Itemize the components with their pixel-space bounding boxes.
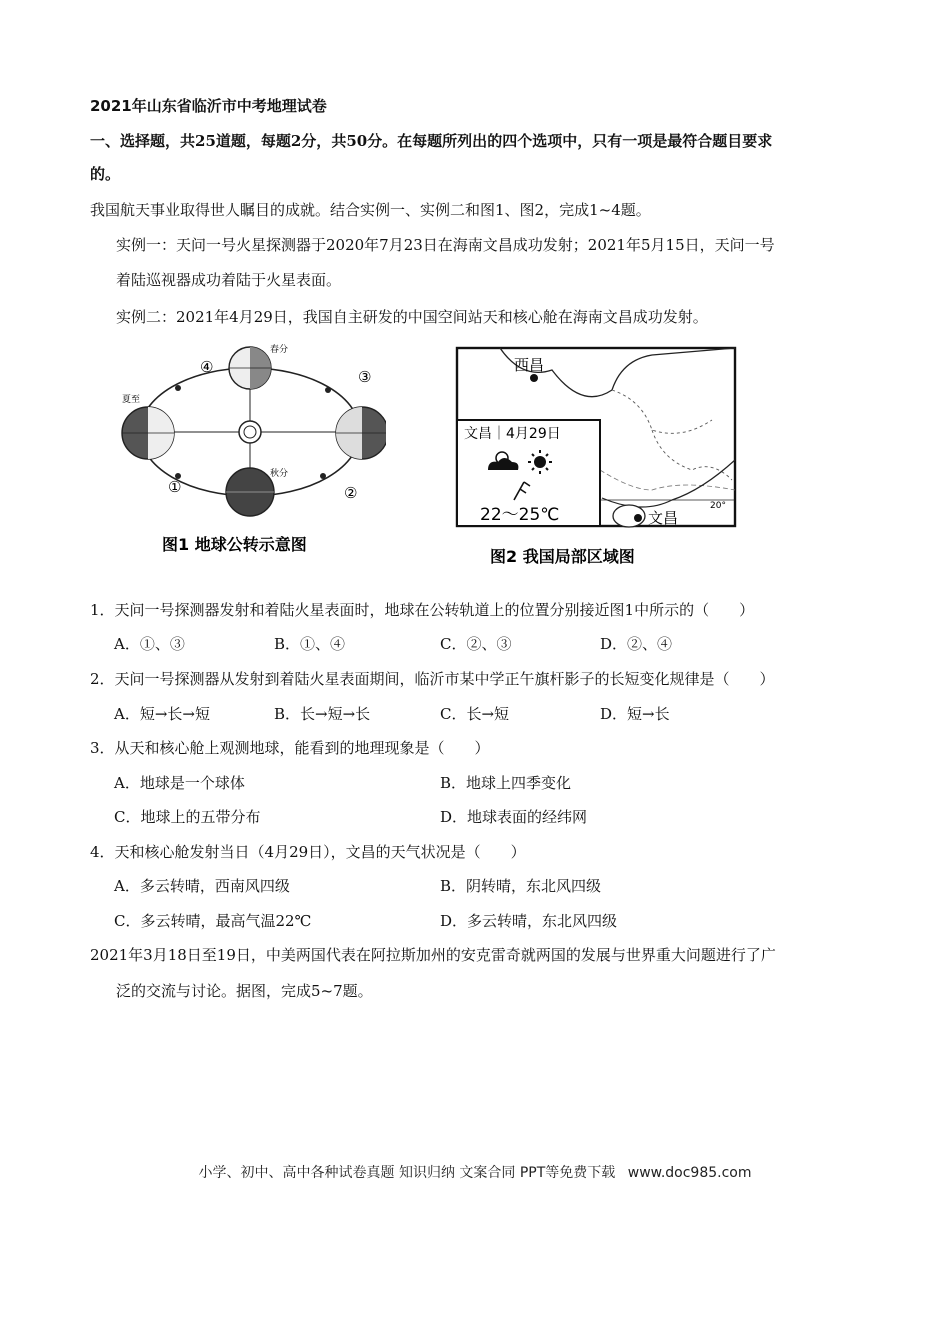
q4-option-b: B．阴转晴，东北风四级	[440, 877, 602, 895]
figure-1-earth-revolution	[118, 340, 386, 568]
marker-3: ③	[358, 368, 372, 386]
question-3-stem: 3．从天和核心舱上观测地球，能看到的地理现象是（ ）	[90, 739, 490, 757]
question-2-stem: 2．天问一号探测器从发射到着陆火星表面期间，临沂市某中学正午旗杆影子的长短变化规律是（ ）	[90, 670, 775, 688]
q4-option-d: D．多云转晴，东北风四级	[440, 912, 618, 930]
example-1-line2: 着陆巡视器成功着陆于火星表面。	[116, 271, 342, 289]
q1-option-d: D．②、④	[600, 635, 673, 653]
weather-temperature: 22～25℃	[480, 505, 560, 525]
weather-box-title: 文昌｜4月29日	[464, 426, 561, 442]
page-footer	[0, 1162, 950, 1182]
label-summer: 夏至	[122, 395, 141, 405]
q2-option-d: D．短→长	[600, 705, 670, 723]
q4-option-c: C．多云转晴，最高气温22℃	[114, 912, 312, 930]
footer-text: 小学、初中、高中各种试卷真题 知识归纳 文案合同 PPT等免费下载	[198, 1165, 616, 1181]
q1-option-b: B．①、④	[274, 635, 346, 653]
label-spring: 春分	[270, 345, 289, 355]
q2-option-c: C．长→短	[440, 705, 510, 723]
figure-1-caption: 图1 地球公转示意图	[162, 535, 307, 554]
map-label-lat-20: 20°	[710, 501, 726, 511]
section-heading-line1: 一、选择题，共25道题，每题2分，共50分。在每题所列出的四个选项中，只有一项是最符合题目要求	[90, 132, 773, 150]
q3-option-d: D．地球表面的经纬网	[440, 808, 588, 826]
q1-option-a: A．①、③	[114, 635, 185, 653]
q3-option-b: B．地球上四季变化	[440, 774, 572, 792]
q3-option-c: C．地球上的五带分布	[114, 808, 261, 826]
marker-2: ②	[344, 484, 358, 502]
label-autumn: 秋分	[270, 469, 289, 479]
intro-paragraph-2-line2: 泛的交流与讨论。据图，完成5~7题。	[116, 982, 373, 1000]
section-heading-line2: 的。	[90, 165, 121, 183]
q1-option-c: C．②、③	[440, 635, 512, 653]
q4-option-a: A．多云转晴，西南风四级	[114, 877, 290, 895]
intro-paragraph-2-line1: 2021年3月18日至19日，中美两国代表在阿拉斯加州的安克雷奇就两国的发展与世界重大问题进行了广	[90, 946, 776, 964]
map-label-xichang: 西昌	[514, 356, 545, 374]
map-label-wenchang: 文昌	[648, 509, 679, 527]
marker-1: ①	[168, 478, 182, 496]
question-4-stem: 4．天和核心舱发射当日（4月29日），文昌的天气状况是（ ）	[90, 843, 526, 861]
example-1-line1: 实例一：天问一号火星探测器于2020年7月23日在海南文昌成功发射；2021年5月15日，天问一号	[116, 236, 775, 254]
intro-paragraph-1: 我国航天事业取得世人瞩目的成就。结合实例一、实例二和图1、图2，完成1~4题。	[90, 201, 651, 219]
question-1-stem: 1．天问一号探测器发射和着陆火星表面时，地球在公转轨道上的位置分别接近图1中所示的（ ）	[90, 601, 755, 619]
figure-2-regional-map	[452, 340, 742, 572]
q3-option-a: A．地球是一个球体	[114, 774, 245, 792]
example-2: 实例二：2021年4月29日，我国自主研发的中国空间站天和核心舱在海南文昌成功发射。	[116, 308, 708, 326]
figure-2-caption: 图2 我国局部区域图	[490, 547, 635, 566]
footer-link[interactable]: www.doc985.com	[627, 1165, 752, 1181]
exam-title: 2021年山东省临沂市中考地理试卷	[90, 97, 327, 115]
q2-option-a: A．短→长→短	[114, 705, 210, 723]
q2-option-b: B．长→短→长	[274, 705, 371, 723]
marker-4: ④	[200, 358, 214, 376]
